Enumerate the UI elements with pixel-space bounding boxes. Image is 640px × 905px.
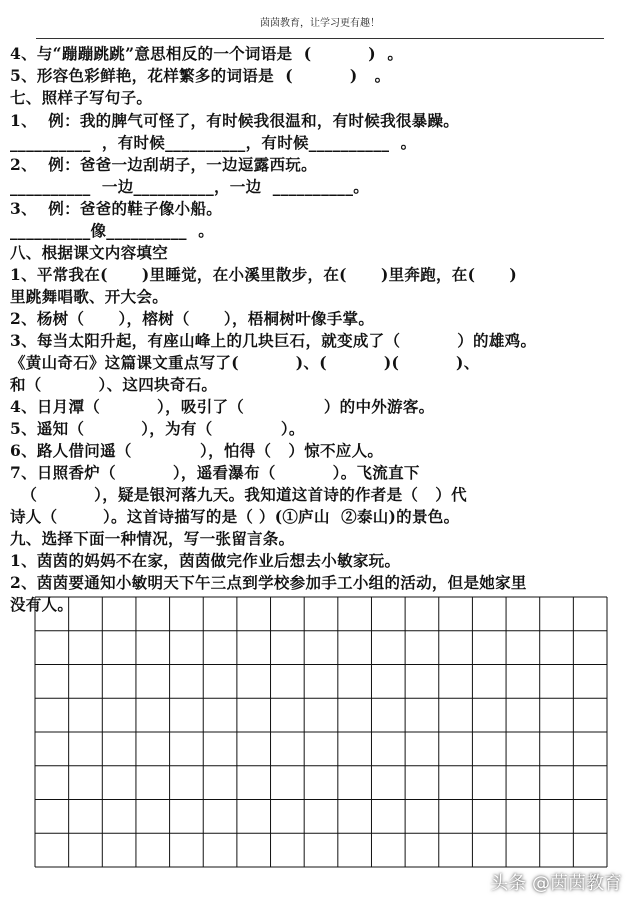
section-9-option-2-cont: 没有人。 [10,595,74,614]
section-7-q2-example: 2、 例：爸爸一边刮胡子，一边逗露西玩。 [10,155,317,174]
section-8-q7: 7、日照香炉（ ），遥看瀑布（ ）。飞流直下 [10,463,420,482]
section-7-title: 七、照样子写句子。 [10,88,153,107]
section-8-q1: 1、平常我在( )里睡觉，在小溪里散步，在( )里奔跑，在( ) [10,265,518,284]
section-7-q1-blank: __________ ，有时候__________，有时候__________ 。 [10,133,417,152]
section-7-q2-blank: __________ 一边__________，一边 __________。 [10,177,370,196]
section-9-title: 九、选择下面一种情况，写一张留言条。 [10,529,295,548]
watermark: 头条 @茵茵教育 [490,873,622,894]
section-8-q3-huangshan: 《黄山奇石》这篇课文重点写了( )、( )( )、 [10,353,480,372]
section-8-q2: 2、杨树（ ），榕树（ ），梧桐树叶像手掌。 [10,309,375,328]
section-7-q1-example: 1、 例：我的脾气可怪了，有时候我很温和，有时候我很暴躁。 [10,111,460,130]
writing-grid-svg[interactable] [34,596,608,868]
writing-grid[interactable] [34,596,608,868]
section-9-option-1: 1、茵茵的妈妈不在家，茵茵做完作业后想去小敏家玩。 [10,551,401,570]
section-8-q4: 4、日月潭（ ），吸引了（ ）的中外游客。 [10,397,435,416]
section-7-q3-example: 3、 例：爸爸的鞋子像小船。 [10,199,223,218]
header-rule [36,38,604,39]
section-8-q7-cont: （ ），疑是银河落九天。我知道这首诗的作者是（ ）代 [10,485,467,504]
section-8-q6: 6、路人借问遥（ ），怕得（ ）惊不应人。 [10,441,384,460]
page-header: 茵茵教育，让学习更有趣！ [260,18,380,29]
section-8-title: 八、根据课文内容填空 [10,243,169,262]
section-7-q3-blank: __________像__________ 。 [10,221,214,240]
section-8-q3: 3、每当太阳升起，有座山峰上的几块巨石，就变成了（ ）的雄鸡。 [10,331,537,350]
section-8-q1-cont: 里跳舞唱歌、开大会。 [10,287,169,306]
question-5-colorful: 5、形容色彩鲜艳，花样繁多的词语是 ( ) 。 [10,66,391,85]
section-8-q7-poet: 诗人（ ）。这首诗描写的是（ ）(①庐山 ②泰山)的景色。 [10,507,460,526]
section-9-option-2: 2、茵茵要通知小敏明天下午三点到学校参加手工小组的活动，但是她家里 [10,573,527,592]
question-4-antonym: 4、与“蹦蹦跳跳”意思相反的一个词语是 ( ) 。 [10,44,404,63]
section-8-q3-cont: 和（ ）、这四块奇石。 [10,375,218,394]
section-8-q5: 5、遥知（ ），为有（ ）。 [10,419,305,438]
